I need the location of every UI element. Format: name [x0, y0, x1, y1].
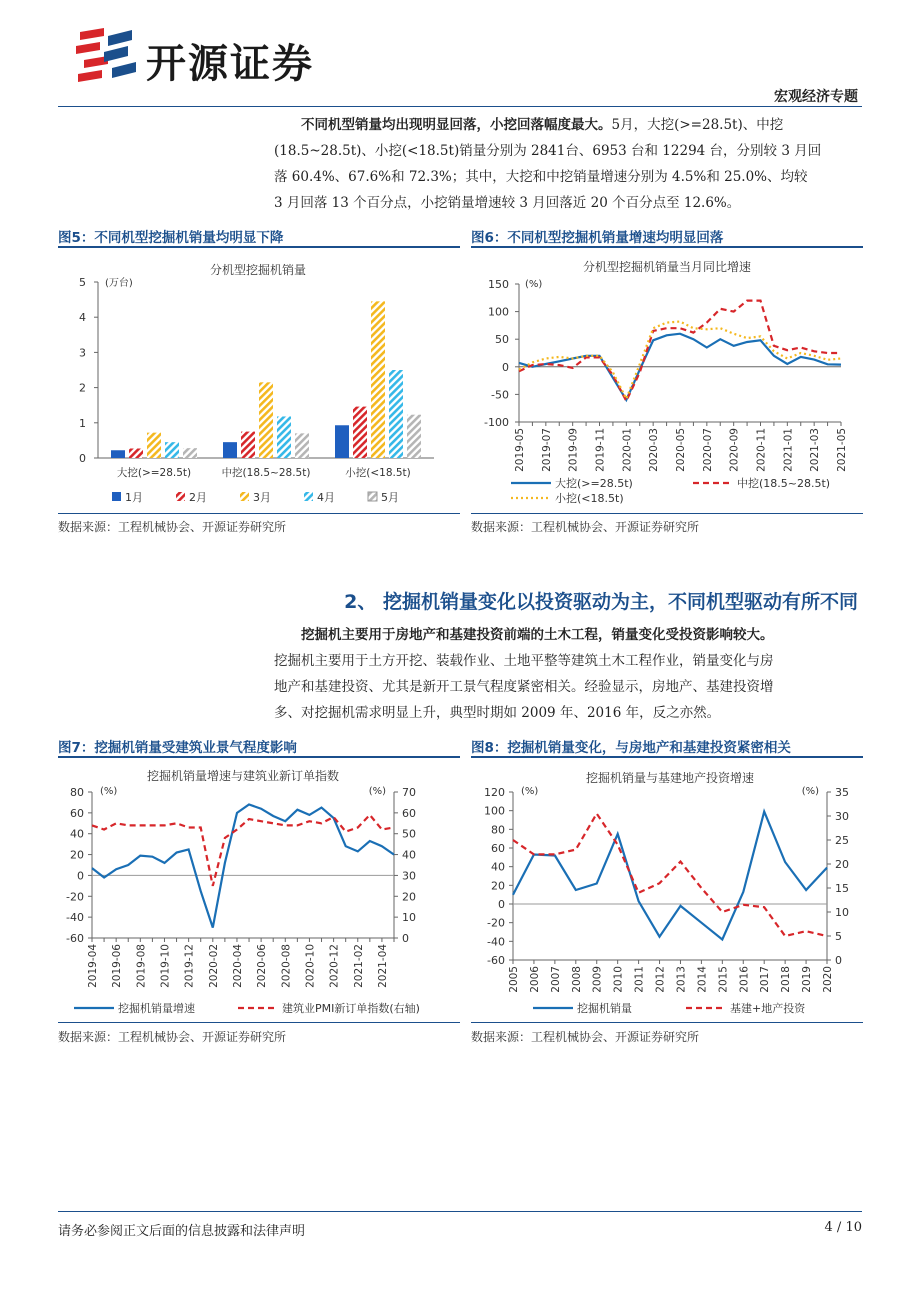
y-right-tick-label: 10 [402, 911, 416, 925]
fig8-title: 图8：挖掘机销量变化，与房地产和基建投资紧密相关 [471, 740, 791, 756]
paragraph-1-line: (18.5~28.5t)、小挖(<18.5t)销量分别为 2841台、6953 台和 12294 台，分别较 3 月回 [274, 143, 822, 159]
x-tick-label: 2019-08 [135, 944, 148, 988]
series-line [519, 301, 841, 401]
bar [277, 416, 291, 458]
section-2-title: 2、 挖掘机销量变化以投资驱动为主，不同机型驱动有所不同 [344, 591, 858, 613]
y-left-tick-label: 120 [484, 786, 505, 799]
page-number: 4 / 10 [824, 1220, 862, 1235]
chart-fig7 [58, 762, 460, 1020]
x-tick-label: 2019-09 [567, 428, 580, 472]
x-tick-label: 2018 [780, 966, 793, 993]
chart-title: 挖掘机销量增速与建筑业新订单指数 [146, 769, 340, 783]
x-tick-label: 2019 [801, 966, 814, 993]
bar [183, 448, 197, 458]
x-tick-label: 2020 [822, 966, 834, 993]
legend-swatch [176, 492, 185, 501]
legend-label: 建筑业PMI新订单指数(右轴) [282, 1002, 420, 1015]
y-left-tick-label: -20 [487, 916, 505, 930]
legend-label: 4月 [317, 491, 335, 504]
bar [335, 425, 349, 458]
x-tick-label: 2006 [528, 966, 541, 993]
x-tick-label: 2021-01 [782, 428, 795, 472]
y-left-unit-label: (%) [521, 786, 539, 797]
y-left-tick-label: 80 [491, 823, 505, 837]
bar [241, 432, 255, 458]
y-left-tick-label: 20 [491, 879, 505, 893]
y-left-tick-label: -40 [66, 911, 84, 925]
y-left-tick-label: 0 [77, 869, 84, 883]
y-right-tick-label: 40 [402, 848, 416, 862]
x-tick-label: 2020-03 [648, 428, 661, 472]
y-tick-label: 5 [79, 276, 86, 289]
y-left-tick-label: 40 [491, 860, 505, 874]
y-unit-label: (万台) [105, 278, 133, 289]
x-tick-label: 2019-07 [540, 428, 553, 472]
x-tick-label: 2020-11 [755, 428, 768, 472]
y-tick-label: -50 [491, 388, 509, 402]
legend-label: 挖掘机销量增速 [118, 1002, 195, 1015]
series-line [513, 812, 827, 940]
fig6-title: 图6：不同机型挖掘机销量增速均明显回落 [471, 230, 724, 246]
y-tick-label: 150 [488, 278, 509, 291]
legend-label: 挖掘机销量 [577, 1002, 632, 1015]
x-tick-label: 2016 [738, 966, 751, 993]
x-tick-label: 2020-06 [256, 944, 269, 988]
chart-fig8 [471, 762, 863, 1020]
y-right-unit-label: (%) [801, 786, 819, 797]
x-tick-label: 2021-05 [836, 428, 848, 472]
x-tick-label: 2012 [654, 966, 667, 993]
y-tick-label: 3 [79, 346, 86, 360]
bar [407, 415, 421, 458]
y-tick-label: 1 [79, 416, 86, 430]
bar [129, 448, 143, 458]
y-left-tick-label: -40 [487, 935, 505, 949]
x-tick-label: 2008 [570, 966, 583, 993]
header-divider [58, 106, 862, 107]
x-tick-label: 2017 [759, 966, 772, 993]
x-tick-label: 2021-04 [376, 944, 389, 988]
paragraph-2 [274, 622, 864, 726]
x-tick-label: 2010 [612, 966, 625, 993]
x-tick-label: 2019-06 [111, 944, 124, 988]
chart-title: 分机型挖掘机销量当月同比增速 [582, 260, 752, 274]
y-right-tick-label: 60 [402, 806, 416, 820]
fig7-source: 数据来源：工程机械协会、开源证券研究所 [58, 1030, 287, 1044]
x-tick-label: 2020-02 [207, 944, 220, 988]
x-tick-label: 2013 [675, 966, 688, 993]
bar [353, 407, 367, 458]
legend-label: 1月 [125, 491, 143, 504]
x-tick-label: 中挖(18.5~28.5t) [221, 467, 311, 479]
logo [74, 28, 138, 82]
fig8-source: 数据来源：工程机械协会、开源证券研究所 [471, 1030, 700, 1044]
legend-label: 5月 [381, 491, 399, 504]
y-tick-label: 0 [79, 452, 86, 465]
fig8-title-rule [471, 756, 863, 758]
x-tick-label: 2019-11 [594, 428, 607, 472]
y-right-unit-label: (%) [368, 786, 386, 797]
paragraph-1 [274, 112, 864, 216]
y-tick-label: 4 [79, 311, 86, 325]
y-right-tick-label: 30 [402, 869, 416, 883]
paragraph-1-line: 落 60.4%、67.6%和 72.3%；其中，大挖和中挖销量增速分别为 4.5%和 25.0%、均较 [274, 169, 808, 185]
report-type: 宏观经济专题 [774, 89, 858, 105]
fig6-bottom-rule [471, 513, 863, 514]
x-tick-label: 2019-05 [514, 428, 526, 472]
x-tick-label: 2020-09 [728, 428, 741, 472]
fig6-title-rule [471, 246, 863, 248]
company-name: 开源证券 [146, 41, 314, 87]
legend-label: 基建+地产投资 [730, 1002, 806, 1015]
y-right-tick-label: 0 [835, 954, 842, 967]
legend-swatch [112, 492, 121, 501]
chart-title: 挖掘机销量与基建地产投资增速 [585, 771, 755, 785]
paragraph-1-line: 3 月回落 13 个百分点，小挖销量增速较 3 月回落近 20 个百分点至 12.6%。 [274, 195, 741, 211]
y-right-tick-label: 35 [835, 786, 849, 799]
x-tick-label: 2021-02 [352, 944, 365, 988]
y-tick-label: -100 [484, 416, 509, 429]
x-tick-label: 2020-12 [328, 944, 341, 988]
paragraph-1-lead: 不同机型销量均出现明显回落，小挖回落幅度最大。 [301, 117, 612, 133]
x-tick-label: 2020-10 [304, 944, 317, 988]
legend-label: 3月 [253, 491, 271, 504]
x-tick-label: 2019-12 [183, 944, 196, 988]
fig7-title: 图7：挖掘机销量受建筑业景气程度影响 [58, 740, 297, 756]
y-right-tick-label: 50 [402, 827, 416, 841]
fig7-bottom-rule [58, 1022, 460, 1023]
fig5-bottom-rule [58, 513, 460, 514]
fig8-bottom-rule [471, 1022, 863, 1023]
x-tick-label: 2011 [633, 966, 646, 993]
y-left-tick-label: 60 [70, 806, 84, 820]
y-right-tick-label: 10 [835, 906, 849, 919]
fig5-title: 图5：不同机型挖掘机销量均明显下降 [58, 230, 284, 246]
bar [165, 442, 179, 458]
y-left-tick-label: 80 [70, 786, 84, 799]
x-tick-label: 2009 [591, 966, 604, 993]
y-right-tick-label: 20 [402, 890, 416, 904]
paragraph-2-line: 地产和基建投资、尤其是新开工景气程度紧密相关。经验显示，房地产、基建投资增 [274, 679, 774, 695]
y-right-tick-label: 20 [835, 858, 849, 871]
y-right-tick-label: 15 [835, 882, 849, 895]
bar [259, 382, 273, 458]
fig5-source: 数据来源：工程机械协会、开源证券研究所 [58, 520, 287, 534]
x-tick-label: 2021-03 [809, 428, 822, 472]
fig7-title-rule [58, 756, 460, 758]
legend-label: 大挖(>=28.5t) [555, 477, 633, 490]
bar [371, 301, 385, 458]
y-right-tick-label: 30 [835, 810, 849, 823]
y-right-tick-label: 5 [835, 930, 842, 943]
y-tick-label: 2 [79, 381, 86, 395]
logo-mark-icon [74, 28, 138, 82]
y-right-tick-label: 25 [835, 834, 849, 847]
footer-divider [58, 1211, 862, 1212]
y-unit-label: (%) [525, 279, 543, 290]
paragraph-2-lead: 挖掘机主要用于房地产和基建投资前端的土木工程，销量变化受投资影响较大。 [301, 627, 774, 643]
fig6-source: 数据来源：工程机械协会、开源证券研究所 [471, 520, 700, 534]
x-tick-label: 2020-04 [231, 944, 244, 988]
x-tick-label: 2014 [696, 966, 709, 993]
paragraph-1-line: 5月，大挖(>=28.5t)、中挖 [611, 117, 784, 133]
fig5-title-rule [58, 246, 460, 248]
x-tick-label: 2019-04 [87, 944, 99, 988]
y-left-tick-label: 40 [70, 827, 84, 841]
x-tick-label: 小挖(<18.5t) [345, 467, 411, 479]
x-tick-label: 2007 [549, 966, 562, 993]
bar [389, 370, 403, 458]
bar [147, 433, 161, 458]
x-tick-label: 2020-07 [701, 428, 714, 472]
x-tick-label: 2020-05 [675, 428, 687, 472]
x-tick-label: 2020-08 [280, 944, 293, 988]
y-tick-label: 0 [502, 360, 509, 374]
y-left-tick-label: 20 [70, 848, 84, 862]
chart-title: 分机型挖掘机销量 [209, 263, 307, 277]
chart-fig6 [471, 252, 863, 514]
series-line [513, 814, 827, 936]
x-tick-label: 2015 [717, 966, 730, 993]
y-left-tick-label: -60 [66, 932, 84, 945]
y-left-tick-label: 60 [491, 842, 505, 855]
legend-label: 小挖(<18.5t) [555, 492, 624, 505]
chart-fig5 [58, 252, 460, 514]
y-right-tick-label: 0 [402, 932, 409, 945]
y-left-tick-label: -20 [66, 890, 84, 904]
x-tick-label: 2020-01 [621, 428, 634, 472]
bar [223, 442, 237, 458]
x-tick-label: 2005 [508, 966, 520, 993]
legend-label: 中挖(18.5~28.5t) [737, 477, 831, 490]
y-left-tick-label: 0 [498, 898, 505, 911]
y-tick-label: 50 [495, 333, 509, 347]
y-tick-label: 100 [488, 305, 509, 319]
x-tick-label: 大挖(>=28.5t) [116, 467, 192, 479]
legend-swatch [240, 492, 249, 501]
footer-disclaimer: 请务必参阅正文后面的信息披露和法律声明 [58, 1224, 306, 1239]
x-tick-label: 2019-10 [159, 944, 172, 988]
paragraph-2-line: 挖掘机主要用于土方开挖、装载作业、土地平整等建筑土木工程作业，销量变化与房 [274, 653, 774, 669]
legend-swatch [304, 492, 313, 501]
y-left-unit-label: (%) [100, 786, 118, 797]
y-left-tick-label: -60 [487, 954, 505, 967]
legend-swatch [368, 492, 377, 501]
legend-label: 2月 [189, 491, 207, 504]
y-left-tick-label: 100 [484, 804, 505, 818]
bar [111, 450, 125, 458]
paragraph-2-line: 多、对挖掘机需求明显上升，典型时期如 2009 年、2016 年，反之亦然。 [274, 705, 721, 721]
bar [295, 433, 309, 458]
y-right-tick-label: 70 [402, 786, 416, 799]
